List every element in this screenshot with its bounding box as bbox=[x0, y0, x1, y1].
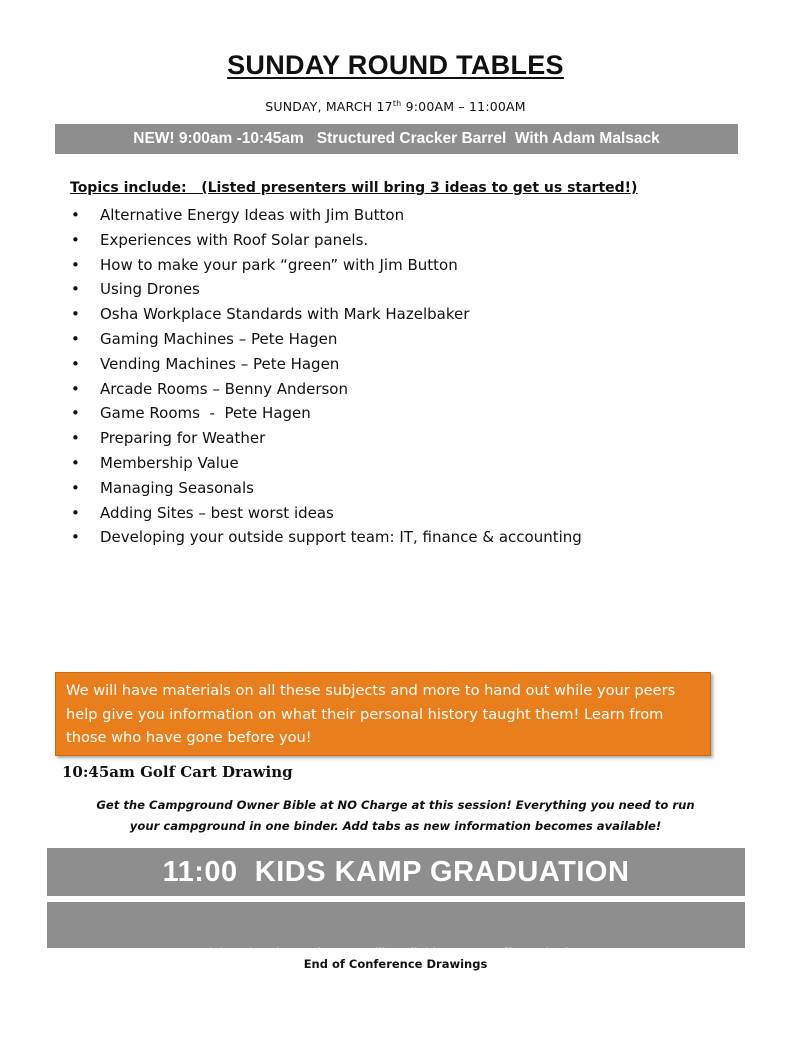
topics-heading: Topics include: (Listed presenters will bring 3 ideas to get us started!) bbox=[70, 180, 638, 196]
list-item bbox=[70, 327, 582, 352]
topic-label: Arcade Rooms – Benny Anderson bbox=[100, 379, 348, 398]
kids-kamp-graduation-banner: 11:00 KIDS KAMP GRADUATION bbox=[47, 848, 745, 896]
topic-label: How to make your park “green” with Jim Button bbox=[100, 255, 458, 274]
bullet-icon: • bbox=[71, 528, 80, 547]
closing-note: End of Conference Drawings bbox=[303, 957, 488, 971]
list-item bbox=[70, 277, 582, 302]
handouts-line-2: Say our good lucks & farewells bbox=[303, 1003, 489, 1017]
bullet-icon: • bbox=[71, 503, 80, 522]
list-item bbox=[70, 228, 582, 253]
bullet-icon: • bbox=[71, 280, 80, 299]
list-item bbox=[70, 451, 582, 476]
materials-callout: We will have materials on all these subjects and more to hand out while your peers help give you information on what their personal history taught them! Learn from those who have gone before you! bbox=[55, 672, 711, 756]
bullet-icon: • bbox=[71, 230, 80, 249]
handouts-line-1: Pick up hand outs that are still available - Drop off your badges bbox=[202, 946, 590, 960]
list-item bbox=[70, 253, 582, 278]
topic-label: Preparing for Weather bbox=[100, 429, 266, 448]
bullet-icon: • bbox=[71, 354, 80, 373]
topic-label: Adding Sites – best worst ideas bbox=[100, 503, 334, 522]
list-item bbox=[70, 377, 582, 402]
bullet-icon: • bbox=[71, 429, 80, 448]
list-item bbox=[70, 203, 582, 228]
topic-label: Gaming Machines – Pete Hagen bbox=[100, 329, 338, 348]
bullet-icon: • bbox=[71, 255, 80, 274]
topic-label: Membership Value bbox=[100, 453, 239, 472]
owner-bible-note bbox=[0, 795, 791, 837]
bullet-icon: • bbox=[71, 379, 80, 398]
golf-cart-drawing-heading: 10:45am Golf Cart Drawing bbox=[62, 763, 293, 781]
topics-list bbox=[70, 203, 582, 550]
new-session-banner: NEW! 9:00am -10:45am Structured Cracker Barrel With Adam Malsack bbox=[55, 124, 738, 154]
topic-label: Vending Machines – Pete Hagen bbox=[100, 354, 340, 373]
topic-label: Experiences with Roof Solar panels. bbox=[100, 230, 369, 249]
topic-label: Managing Seasonals bbox=[100, 478, 254, 497]
date-superscript: th bbox=[392, 99, 402, 108]
list-item bbox=[70, 501, 582, 526]
bullet-icon: • bbox=[71, 305, 80, 324]
session-date bbox=[0, 99, 791, 114]
bullet-icon: • bbox=[71, 329, 80, 348]
list-item bbox=[70, 476, 582, 501]
list-item bbox=[70, 426, 582, 451]
list-item bbox=[70, 401, 582, 426]
owner-bible-line-1: Get the Campground Owner Bible at NO Charge at this session! Everything you need to run bbox=[96, 798, 695, 812]
topic-label: Using Drones bbox=[100, 280, 200, 299]
list-item bbox=[70, 302, 582, 327]
topic-label: Developing your outside support team: IT, finance & accounting bbox=[100, 528, 582, 547]
date-prefix: SUNDAY, MARCH 17 bbox=[265, 99, 393, 115]
topic-label: Game Rooms - Pete Hagen bbox=[100, 404, 311, 423]
bullet-icon: • bbox=[71, 453, 80, 472]
list-item bbox=[70, 525, 582, 550]
owner-bible-line-2: your campground in one binder. Add tabs as new information becomes available! bbox=[129, 819, 662, 833]
topic-label: Alternative Energy Ideas with Jim Button bbox=[100, 206, 405, 224]
topic-label: Osha Workplace Standards with Mark Hazelbaker bbox=[100, 305, 470, 324]
date-time: 9:00AM – 11:00AM bbox=[401, 99, 526, 115]
page-title: SUNDAY ROUND TABLES bbox=[227, 50, 564, 80]
bullet-icon: • bbox=[71, 206, 80, 224]
bullet-icon: • bbox=[71, 404, 80, 423]
bullet-icon: • bbox=[71, 478, 80, 497]
list-item bbox=[70, 352, 582, 377]
